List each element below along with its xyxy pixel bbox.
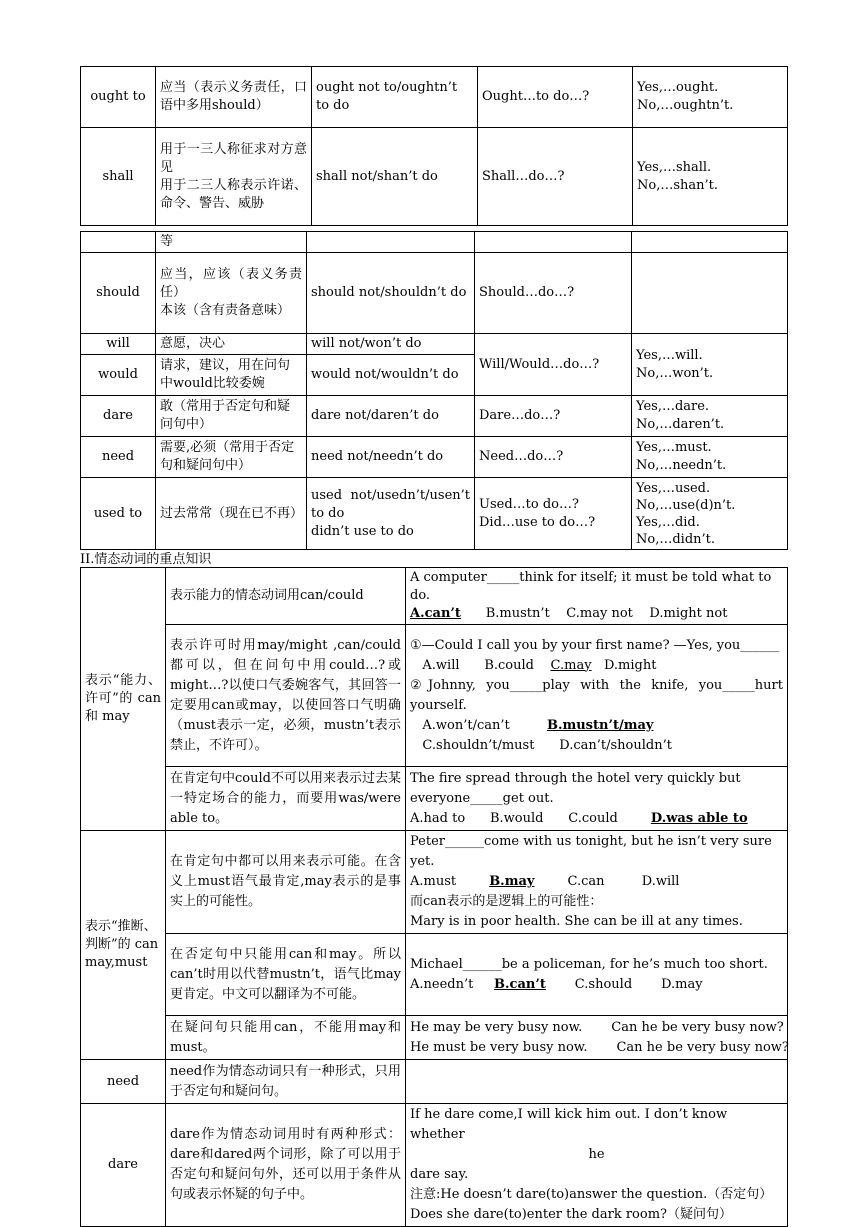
meaning-cell: 意愿，决心 <box>156 334 307 355</box>
correct-answer: A.can’t <box>410 606 461 621</box>
rule-cell: 在肯定句中都可以用来表示可能。在含义上must语气最肯定,may表示的是事实上的可能性。 <box>166 831 406 934</box>
example-cell: The fire spread through the hotel very quickly but everyone_____get out. A.had to B.would C.could D.was able to <box>406 767 788 831</box>
meaning-cell: 应当（表示义务责任，口语中多用should） <box>156 67 312 128</box>
negative-cell: would not/wouldn’t do <box>307 355 475 396</box>
verb-cell: need <box>81 437 156 478</box>
key-points-table <box>80 567 788 1227</box>
rule-cell: dare作为情态动词用时有两种形式：dare和dared两个词形，除了可以用于否定句和疑问句外，还可以用于条件从句或表示怀疑的句子中。 <box>166 1104 406 1227</box>
example-cell: A computer_____think for itself; it must be told what to do. A.can’t B.mustn’t C.may not D.might not <box>406 568 788 625</box>
rule-cell: 表示能力的情态动词用can/could <box>166 568 406 625</box>
verb-cell: ought to <box>81 67 156 128</box>
table-row <box>81 396 788 437</box>
meaning-cell: 请求，建议，用在问句中would比较委婉 <box>156 355 307 396</box>
answer-cell: Yes,…used. No,…use(d)n’t. Yes,…did. No,…didn’t. <box>632 478 788 550</box>
verb-cell: used to <box>81 478 156 550</box>
negative-cell: shall not/shan’t do <box>312 128 478 226</box>
rule-cell: 在肯定句中could不可以用来表示过去某一特定场合的能力，而要用was/were able to。 <box>166 767 406 831</box>
correct-answer: C.may <box>550 657 592 673</box>
negative-cell: should not/shouldn’t do <box>307 253 475 334</box>
question-cell: Should…do…? <box>475 253 632 334</box>
category-dare-label: dare <box>81 1104 166 1227</box>
table-row <box>81 1060 788 1104</box>
verb-cell: will <box>81 334 156 355</box>
rule-cell: 在疑问句只能用can，不能用may和must。 <box>166 1016 406 1060</box>
meaning-cell: 敢（常用于否定句和疑问句中） <box>156 396 307 437</box>
table-row <box>81 232 788 253</box>
table-row <box>81 1016 788 1060</box>
table-row <box>81 253 788 334</box>
verb-cell: shall <box>81 128 156 226</box>
negative-cell: used not/usedn’t/usen’t to do didn’t use to do <box>307 478 475 550</box>
negative-cell: ought not to/oughtn’t to do <box>312 67 478 128</box>
question-cell: Dare…do…? <box>475 396 632 437</box>
table-row <box>81 128 788 226</box>
modal-table-part2 <box>80 231 788 550</box>
correct-answer: B.may <box>489 874 535 889</box>
rule-cell: 表示许可时用may/might ,can/could都可以，但在问句中用could…?或might…?以使口气委婉客气，其回答一定要用can或may，以使回答口气明确（must表示一定，必须，mustn’t表示禁止，不许可）。 <box>166 625 406 767</box>
negative-cell: dare not/daren’t do <box>307 396 475 437</box>
table-row <box>81 437 788 478</box>
example-cell: Peter______come with us tonight, but he isn’t very sure yet. A.must B.may C.can D.will 而can表示的是逻辑上的可能性： Mary is in poor health. She can be ill at any times. <box>406 831 788 934</box>
category-inference-label: 表示“推断、判断”的 can may,must <box>81 831 166 1060</box>
table-row <box>81 1104 788 1227</box>
table-row <box>81 67 788 128</box>
negative-cell: will not/won’t do <box>307 334 475 355</box>
table-row <box>81 934 788 1016</box>
example-cell: Michael______be a policeman, for he’s much too short. A.needn’t B.can’t C.should D.may <box>406 934 788 1016</box>
answer-cell: Yes,…will. No,…won’t. <box>632 334 788 396</box>
verb-cell: dare <box>81 396 156 437</box>
meaning-cell: 过去常常（现在已不再） <box>156 478 307 550</box>
meaning-cell: 等 <box>156 232 307 253</box>
table-row <box>81 568 788 625</box>
meaning-cell: 应当，应该（表义务责任） 本该（含有责备意味） <box>156 253 307 334</box>
category-need-label: need <box>81 1060 166 1104</box>
example-cell: ①—Could I call you by your first name? —Yes, you______ A.will B.could C.may D.might ②Johnny, you_____play with the knife, you_____hurt yourself. A.won’t/can’t B.mustn’t/may C.shouldn’t/must D.can’t/shouldn’t <box>406 625 788 767</box>
question-cell: Will/Would…do…? <box>475 334 632 396</box>
section-title: II.情态动词的重点知识 <box>80 552 212 567</box>
correct-answer: B.can’t <box>494 976 546 992</box>
example-cell: If he dare come,I will kick him out. I don’t know whether he dare say. 注意:He doesn’t dare(to)answer the question.（否定句） Does she dare(to)enter the dark room?（疑问句） <box>406 1104 788 1227</box>
question-cell: Ought…to do…? <box>478 67 633 128</box>
table-row <box>81 334 788 355</box>
table-row <box>81 625 788 767</box>
verb-cell: would <box>81 355 156 396</box>
question-cell: Shall…do…? <box>478 128 633 226</box>
meaning-cell: 用于一三人称征求对方意见 用于二三人称表示许诺、命令、警告、威胁 <box>156 128 312 226</box>
modal-table-part1 <box>80 66 788 226</box>
table-row <box>81 767 788 831</box>
correct-answer: B.mustn’t/may <box>546 717 654 733</box>
answer-cell: Yes,…must. No,…needn’t. <box>632 437 788 478</box>
example-cell: He may be very busy now. Can he be very busy now? He must be very busy now. Can he be very busy now? <box>406 1016 788 1060</box>
question-cell: Used…to do…? Did…use to do…? <box>475 478 632 550</box>
table-row <box>81 478 788 550</box>
category-ability-label: 表示“能力、许可”的 can 和 may <box>81 568 166 831</box>
meaning-cell: 需要,必须（常用于否定句和疑问句中） <box>156 437 307 478</box>
answer-cell: Yes,…dare. No,…daren’t. <box>632 396 788 437</box>
answer-cell: Yes,…ought. No,…oughtn’t. <box>633 67 788 128</box>
correct-answer: D.was able to <box>650 810 748 826</box>
negative-cell: need not/needn’t do <box>307 437 475 478</box>
verb-cell: should <box>81 253 156 334</box>
question-cell: Need…do…? <box>475 437 632 478</box>
answer-cell: Yes,…shall. No,…shan’t. <box>633 128 788 226</box>
table-row <box>81 831 788 934</box>
rule-cell: need作为情态动词只有一种形式，只用于否定句和疑问句。 <box>166 1060 406 1104</box>
rule-cell: 在否定句中只能用can和may。所以can’t时用以代替mustn’t，语气比may更肯定。中文可以翻译为不可能。 <box>166 934 406 1016</box>
